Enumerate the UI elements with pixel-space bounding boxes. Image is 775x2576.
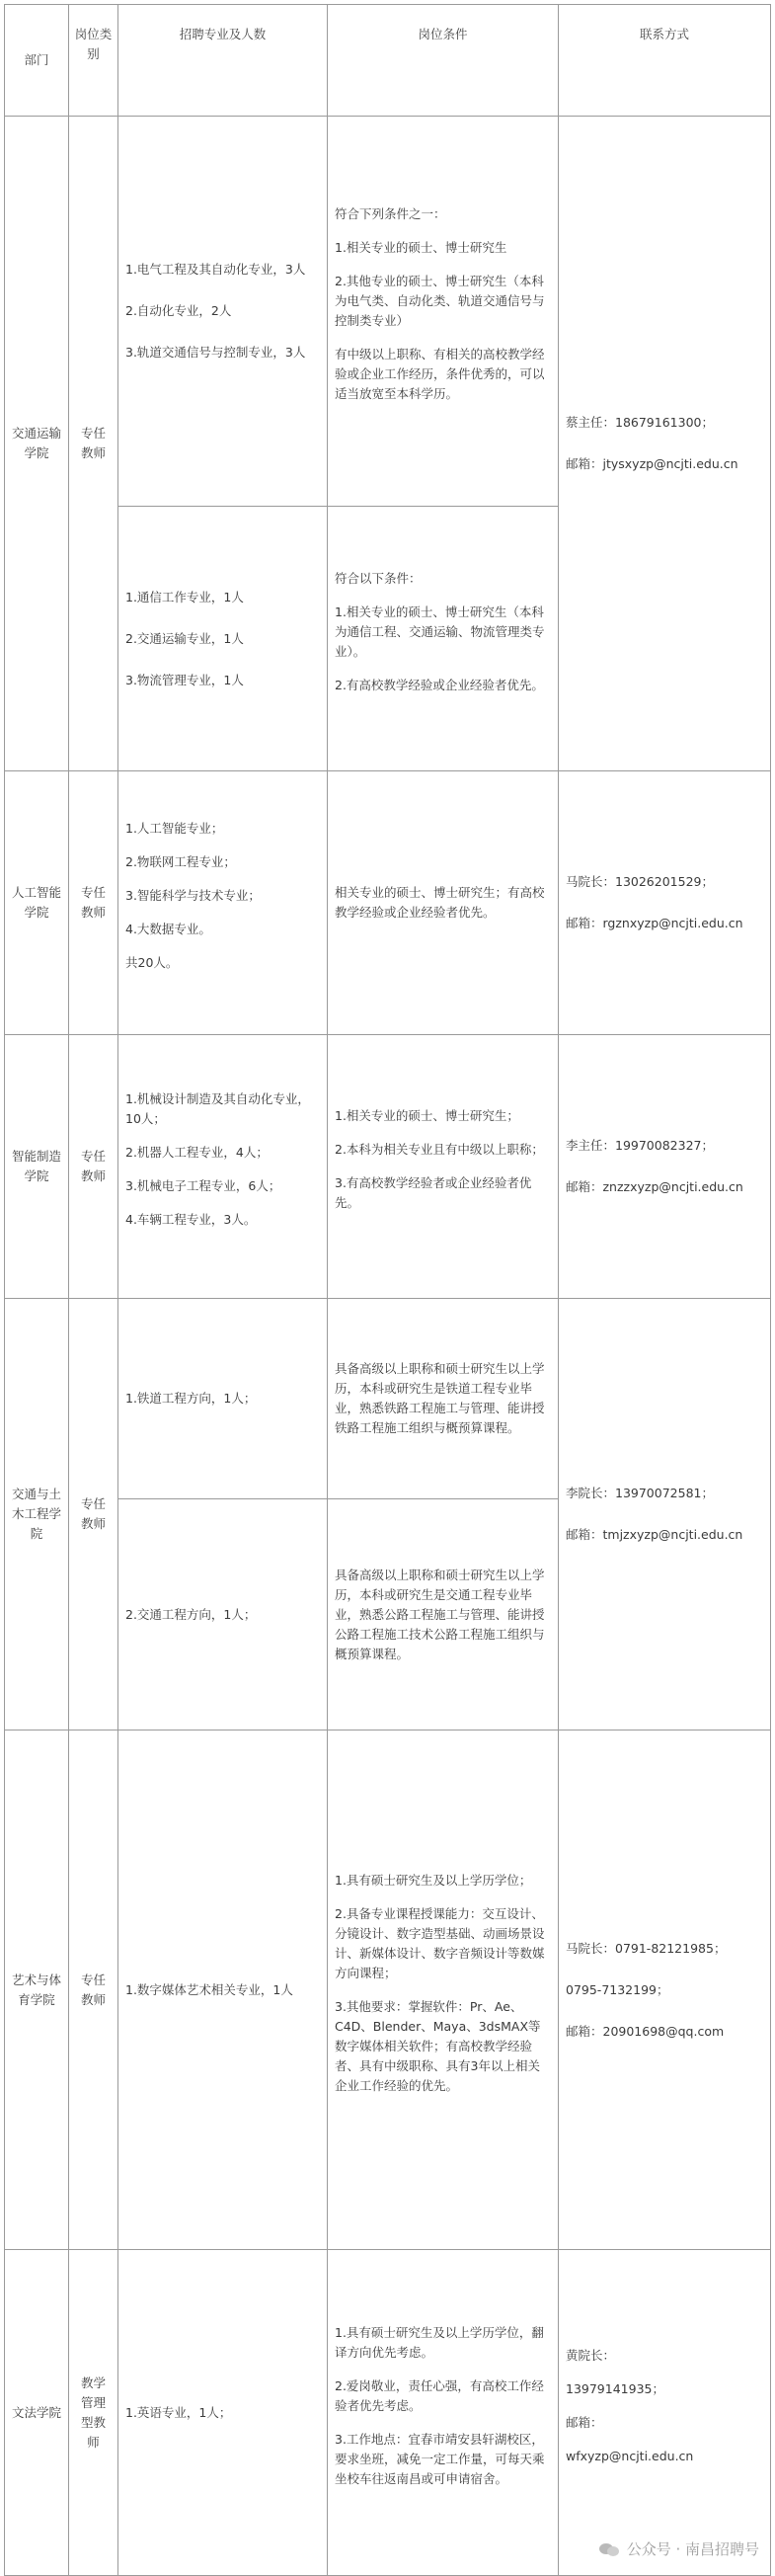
- condition-line: 1.具有硕士研究生及以上学历学位，翻译方向优先考虑。: [335, 2324, 544, 2360]
- condition-line: 2.具备专业课程授课能力：交互设计、分镜设计、数字造型基础、动画场景设计、新媒体设计、数字音频设计等数媒方向课程；: [335, 1905, 545, 1980]
- major-line: 1.英语专业，1人；: [125, 2404, 232, 2420]
- major-line: 2.交通工程方向，1人；: [125, 1606, 257, 1622]
- table-row: [5, 117, 771, 507]
- watermark: [599, 2538, 759, 2559]
- contact-line: 黄院长：: [566, 2347, 616, 2363]
- contact-email[interactable]: 邮箱：znzzxyzp@ncjti.edu.cn: [566, 1179, 743, 1194]
- contact-email[interactable]: 邮箱：tmjzxyzp@ncjti.edu.cn: [566, 1527, 743, 1542]
- dept-cell: 智能制造学院: [5, 1035, 69, 1299]
- conditions-cell: [328, 1035, 559, 1299]
- watermark-text: 公众号 · 南昌招聘号: [626, 2540, 759, 2558]
- conditions-cell: [328, 117, 559, 507]
- major-cell: [118, 1731, 328, 2250]
- dept-cell: 文法学院: [5, 2250, 69, 2576]
- major-line: 2.物联网工程专业；: [125, 854, 236, 869]
- table-row: [5, 1731, 771, 2250]
- condition-line: 3.工作地点：宜春市靖安县轩湖校区，要求坐班，减免一定工作量，可每天乘坐校车往返南昌或可申请宿舍。: [335, 2431, 545, 2486]
- major-cell: [118, 771, 328, 1035]
- type-cell: 专任教师: [69, 1299, 118, 1731]
- conditions-cell: [328, 507, 559, 771]
- major-line: 1.人工智能专业；: [125, 821, 224, 836]
- type-cell: 专任教师: [69, 1731, 118, 2250]
- contact-email[interactable]: 邮箱：rgznxyzp@ncjti.edu.cn: [566, 916, 743, 930]
- major-cell: [118, 507, 328, 771]
- recruitment-table: [4, 4, 771, 2576]
- major-line: 4.大数据专业。: [125, 922, 211, 936]
- condition-line: 1.相关专业的硕士、博士研究生（本科为通信工程、交通运输、物流管理类专业）。: [335, 604, 545, 659]
- major-line: 2.交通运输专业，1人: [125, 630, 244, 646]
- condition-line: 2.其他专业的硕士、博士研究生（本科为电气类、自动化类、轨道交通信号与控制类专业）: [335, 274, 545, 328]
- table-row: [5, 771, 771, 1035]
- contact-line: 李主任：19970082327；: [566, 1138, 714, 1153]
- major-line: 共20人。: [125, 955, 179, 970]
- condition-line: 具备高级以上职称和硕士研究生以上学历，本科或研究生是交通工程专业毕业，熟悉公路工程施工与管理、能讲授公路工程施工技术公路工程施工组织与概预算课程。: [335, 1567, 545, 1661]
- contact-cell: [559, 1035, 771, 1299]
- condition-line: 符合以下条件：: [335, 570, 422, 586]
- type-cell: 教学管理型教师: [69, 2250, 118, 2576]
- contact-line: 0795-7132199；: [566, 1981, 669, 1997]
- major-cell: [118, 1499, 328, 1731]
- major-line: 1.通信工作专业，1人: [125, 589, 244, 604]
- header-type: 岗位类别: [69, 5, 118, 117]
- contact-email[interactable]: 邮箱：20901698@qq.com: [566, 2023, 725, 2039]
- type-cell: 专任教师: [69, 117, 118, 771]
- major-line: 3.机械电子工程专业，6人；: [125, 1178, 281, 1193]
- major-cell: [118, 1299, 328, 1499]
- contact-line: 马院长：13026201529；: [566, 874, 714, 889]
- header-major: 招聘专业及人数: [118, 5, 328, 117]
- major-line: 1.机械设计制造及其自动化专业，10人；: [125, 1091, 310, 1126]
- conditions-cell: [328, 1731, 559, 2250]
- contact-line: 马院长：0791-82121985；: [566, 1940, 727, 1956]
- major-cell: [118, 117, 328, 507]
- type-cell: 专任教师: [69, 1035, 118, 1299]
- contact-email[interactable]: 邮箱：jtysxyzp@ncjti.edu.cn: [566, 456, 738, 471]
- condition-line: 1.具有硕士研究生及以上学历学位；: [335, 1872, 532, 1888]
- contact-cell: [559, 1731, 771, 2250]
- contact-line: 邮箱：: [566, 2414, 603, 2430]
- major-cell: [118, 2250, 328, 2576]
- condition-line: 符合下列条件之一：: [335, 206, 446, 221]
- contact-cell: [559, 771, 771, 1035]
- major-line: 3.智能科学与技术专业；: [125, 888, 261, 903]
- major-line: 1.数字媒体艺术相关专业，1人: [125, 1981, 293, 1997]
- header-contact: 联系方式: [559, 5, 771, 117]
- condition-line: 1.相关专业的硕士、博士研究生: [335, 240, 507, 255]
- major-cell: [118, 1035, 328, 1299]
- major-line: 2.机器人工程专业，4人；: [125, 1145, 269, 1160]
- wechat-icon: [599, 2541, 621, 2557]
- major-line: 3.物流管理专业，1人: [125, 672, 244, 687]
- condition-line: 2.有高校教学经验或企业经验者优先。: [335, 677, 544, 692]
- dept-cell: 人工智能学院: [5, 771, 69, 1035]
- contact-line: 李院长：13970072581；: [566, 1486, 714, 1500]
- major-line: 3.轨道交通信号与控制专业，3人: [125, 345, 306, 360]
- major-line: 1.电气工程及其自动化专业，3人: [125, 262, 306, 277]
- contact-cell: [559, 117, 771, 771]
- condition-line: 3.有高校教学经验者或企业经验者优先。: [335, 1175, 532, 1210]
- condition-line: 有中级以上职称、有相关的高校教学经验或企业工作经历，条件优秀的，可以适当放宽至本科学历。: [335, 347, 545, 401]
- condition-line: 具备高级以上职称和硕士研究生以上学历，本科或研究生是铁道工程专业毕业，熟悉铁路工程施工与管理、能讲授铁路工程施工组织与概预算课程。: [335, 1361, 545, 1435]
- major-line: 4.车辆工程专业，3人。: [125, 1212, 257, 1227]
- contact-cell: [559, 1299, 771, 1731]
- conditions-cell: [328, 2250, 559, 2576]
- condition-line: 相关专业的硕士、博士研究生；有高校教学经验或企业经验者优先。: [335, 885, 545, 920]
- major-line: 2.自动化专业，2人: [125, 303, 232, 318]
- type-cell: 专任教师: [69, 771, 118, 1035]
- condition-line: 2.爱岗敬业，责任心强，有高校工作经验者优先考虑。: [335, 2377, 544, 2413]
- contact-line: 蔡主任：18679161300；: [566, 415, 714, 430]
- condition-line: 3.其他要求：掌握软件：Pr、Ae、C4D、Blender、Maya、3dsMAX等数字媒体相关软件；有高校教学经验者、具有中级职称、具有3年以上相关企业工作经验的优先。: [335, 1998, 541, 2093]
- table-row: [5, 2250, 771, 2576]
- dept-cell: 交通与土木工程学院: [5, 1299, 69, 1731]
- condition-line: 2.本科为相关专业且有中级以上职称；: [335, 1142, 544, 1157]
- conditions-cell: [328, 1499, 559, 1731]
- conditions-cell: [328, 1299, 559, 1499]
- table-row: [5, 1299, 771, 1499]
- dept-cell: 艺术与体育学院: [5, 1731, 69, 2250]
- header-dept: 部门: [5, 5, 69, 117]
- contact-email[interactable]: wfxyzp@ncjti.edu.cn: [566, 2448, 694, 2463]
- dept-cell: 交通运输学院: [5, 117, 69, 771]
- conditions-cell: [328, 771, 559, 1035]
- header-conditions: 岗位条件: [328, 5, 559, 117]
- contact-cell: [559, 2250, 771, 2576]
- table-row: [5, 1035, 771, 1299]
- contact-line: 13979141935；: [566, 2380, 664, 2396]
- header-row: [5, 5, 771, 117]
- major-line: 1.铁道工程方向，1人；: [125, 1391, 257, 1406]
- condition-line: 1.相关专业的硕士、博士研究生；: [335, 1108, 519, 1123]
